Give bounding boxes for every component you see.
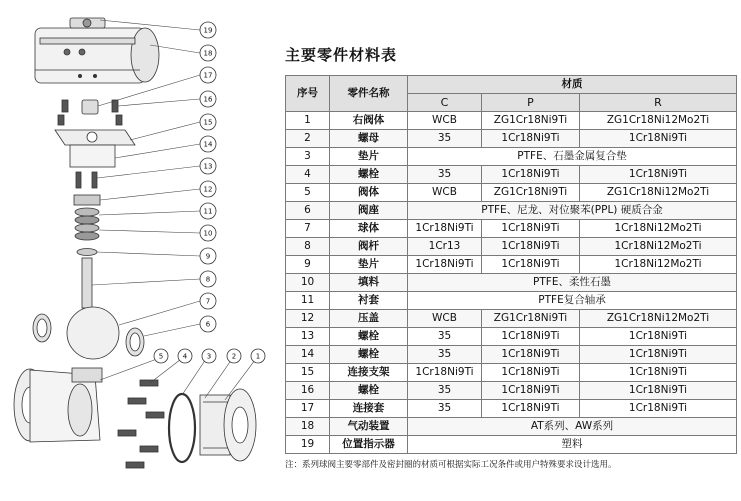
- cell-no: 10: [286, 274, 330, 292]
- table-row: [286, 418, 737, 436]
- cell-no: 15: [286, 364, 330, 382]
- callout-8: [200, 271, 216, 287]
- cell-c: WCB: [408, 112, 482, 130]
- cell-no: 3: [286, 148, 330, 166]
- cell-p: 1Cr18Ni9Ti: [482, 346, 580, 364]
- cell-name: 位置指示器: [330, 436, 408, 454]
- cell-name: 阀杆: [330, 238, 408, 256]
- callout-15: [200, 114, 216, 130]
- callout-7: [200, 293, 216, 309]
- cell-c: 1Cr18Ni9Ti: [408, 220, 482, 238]
- cell-name: 连接套: [330, 400, 408, 418]
- cell-no: 12: [286, 310, 330, 328]
- cell-p: ZG1Cr18Ni9Ti: [482, 310, 580, 328]
- svg-text:12: 12: [203, 185, 213, 194]
- packing-stack: [75, 208, 99, 256]
- gland: [74, 195, 100, 205]
- cell-name: 气动装置: [330, 418, 408, 436]
- cell-r: ZG1Cr18Ni12Mo2Ti: [580, 310, 737, 328]
- svg-text:17: 17: [203, 71, 213, 80]
- callout-16: [200, 91, 216, 107]
- cell-c: 1Cr18Ni9Ti: [408, 256, 482, 274]
- cell-no: 8: [286, 238, 330, 256]
- cell-r: 1Cr18Ni12Mo2Ti: [580, 220, 737, 238]
- gasket: [169, 394, 195, 462]
- callout-4: [178, 349, 192, 363]
- mounting-bracket: [55, 130, 135, 167]
- cell-p: 1Cr18Ni9Ti: [482, 328, 580, 346]
- cell-name: 右阀体: [330, 112, 408, 130]
- svg-text:15: 15: [203, 118, 213, 127]
- svg-text:16: 16: [203, 95, 213, 104]
- exploded-valve-diagram: [0, 0, 280, 501]
- svg-text:14: 14: [203, 140, 213, 149]
- cell-p: ZG1Cr18Ni9Ti: [482, 112, 580, 130]
- cell-r: 1Cr18Ni9Ti: [580, 346, 737, 364]
- cell-c: 1Cr13: [408, 238, 482, 256]
- callout-6: [200, 316, 216, 332]
- cell-p: 1Cr18Ni9Ti: [482, 400, 580, 418]
- cell-merged: PTFE复合轴承: [408, 292, 737, 310]
- cell-r: ZG1Cr18Ni12Mo2Ti: [580, 112, 737, 130]
- table-row: [286, 238, 737, 256]
- cell-p: 1Cr18Ni9Ti: [482, 220, 580, 238]
- cell-name: 螺母: [330, 130, 408, 148]
- callout-9: [200, 248, 216, 264]
- table-row: [286, 220, 737, 238]
- cell-name: 垫片: [330, 148, 408, 166]
- svg-text:8: 8: [205, 275, 211, 284]
- cell-no: 1: [286, 112, 330, 130]
- cell-merged: PTFE、石墨金属复合垫: [408, 148, 737, 166]
- cell-name: 螺栓: [330, 382, 408, 400]
- cell-p: ZG1Cr18Ni9Ti: [482, 184, 580, 202]
- callout-12: [200, 181, 216, 197]
- cell-name: 衬套: [330, 292, 408, 310]
- cell-merged: PTFE、柔性石墨: [408, 274, 737, 292]
- table-row: [286, 130, 737, 148]
- cell-name: 垫片: [330, 256, 408, 274]
- cell-name: 螺栓: [330, 166, 408, 184]
- table-row: [286, 202, 737, 220]
- cell-c: 35: [408, 346, 482, 364]
- svg-text:3: 3: [206, 352, 212, 361]
- cell-name: 填料: [330, 274, 408, 292]
- valve-ball: [67, 307, 119, 359]
- right-valve-body: [200, 389, 256, 461]
- callout-2: [227, 349, 241, 363]
- svg-text:19: 19: [203, 26, 213, 35]
- valve-stem: [82, 258, 92, 308]
- callout-1: [251, 349, 265, 363]
- table-row: [286, 346, 737, 364]
- footnote: 注：系列球阀主要零部件及密封圈的材质可根据实际工况条件或用户特殊要求设计选用。: [285, 460, 617, 470]
- svg-text:1: 1: [255, 352, 261, 361]
- svg-text:9: 9: [205, 252, 211, 261]
- cell-p: 1Cr18Ni9Ti: [482, 130, 580, 148]
- table-row: [286, 382, 737, 400]
- cell-p: 1Cr18Ni9Ti: [482, 364, 580, 382]
- cell-no: 4: [286, 166, 330, 184]
- cell-r: 1Cr18Ni12Mo2Ti: [580, 256, 737, 274]
- cell-no: 14: [286, 346, 330, 364]
- header-material-r: R: [580, 94, 737, 112]
- cell-name: 连接支架: [330, 364, 408, 382]
- table-row: [286, 112, 737, 130]
- header-material-p: P: [482, 94, 580, 112]
- callout-11: [200, 203, 216, 219]
- cell-no: 11: [286, 292, 330, 310]
- cell-r: 1Cr18Ni9Ti: [580, 364, 737, 382]
- cell-r: 1Cr18Ni9Ti: [580, 382, 737, 400]
- table-row: [286, 148, 737, 166]
- table-title: 主要零件材料表: [285, 46, 398, 64]
- bolt-13: [76, 172, 81, 188]
- cell-no: 18: [286, 418, 330, 436]
- callout-10: [200, 225, 216, 241]
- header-material-c: C: [408, 94, 482, 112]
- table-row: [286, 328, 737, 346]
- callout-19: [200, 22, 216, 38]
- table-row: [286, 274, 737, 292]
- pneumatic-actuator: [35, 18, 159, 83]
- cell-c: 35: [408, 382, 482, 400]
- table-body: [286, 112, 737, 454]
- header-material: 材质: [408, 76, 737, 94]
- cell-c: WCB: [408, 310, 482, 328]
- table-row: [286, 256, 737, 274]
- valve-body: [14, 368, 102, 442]
- bolts-and-nuts: [118, 380, 164, 468]
- cell-name: 阀座: [330, 202, 408, 220]
- cell-p: 1Cr18Ni9Ti: [482, 238, 580, 256]
- table-row: [286, 292, 737, 310]
- cell-no: 19: [286, 436, 330, 454]
- cell-c: 35: [408, 400, 482, 418]
- cell-no: 2: [286, 130, 330, 148]
- cell-name: 球体: [330, 220, 408, 238]
- callout-5: [154, 349, 168, 363]
- callout-17: [200, 67, 216, 83]
- table-row: [286, 166, 737, 184]
- svg-text:6: 6: [205, 320, 211, 329]
- cell-no: 17: [286, 400, 330, 418]
- cell-c: 35: [408, 166, 482, 184]
- bolt-13b: [92, 172, 97, 188]
- cell-c: WCB: [408, 184, 482, 202]
- connecting-sleeve: [82, 100, 98, 114]
- svg-text:11: 11: [203, 207, 213, 216]
- table-row: [286, 310, 737, 328]
- cell-r: 1Cr18Ni9Ti: [580, 130, 737, 148]
- cell-name: 螺栓: [330, 346, 408, 364]
- table-row: [286, 364, 737, 382]
- svg-text:2: 2: [231, 352, 237, 361]
- svg-text:13: 13: [203, 162, 213, 171]
- cell-merged: 塑料: [408, 436, 737, 454]
- cell-p: 1Cr18Ni9Ti: [482, 382, 580, 400]
- parts-material-table: [285, 75, 737, 454]
- table-row: [286, 400, 737, 418]
- cell-name: 螺栓: [330, 328, 408, 346]
- cell-merged: AT系列、AW系列: [408, 418, 737, 436]
- cell-no: 5: [286, 184, 330, 202]
- callout-13: [200, 158, 216, 174]
- cell-c: 35: [408, 328, 482, 346]
- svg-text:5: 5: [158, 352, 164, 361]
- header-part-name: 零件名称: [330, 76, 408, 112]
- cell-name: 阀体: [330, 184, 408, 202]
- table-row: [286, 436, 737, 454]
- cell-name: 压盖: [330, 310, 408, 328]
- cell-no: 7: [286, 220, 330, 238]
- callout-14: [200, 136, 216, 152]
- cell-no: 6: [286, 202, 330, 220]
- cell-r: 1Cr18Ni12Mo2Ti: [580, 238, 737, 256]
- cell-c: 1Cr18Ni9Ti: [408, 364, 482, 382]
- cell-no: 16: [286, 382, 330, 400]
- cell-p: 1Cr18Ni9Ti: [482, 256, 580, 274]
- cell-r: ZG1Cr18Ni12Mo2Ti: [580, 184, 737, 202]
- svg-text:7: 7: [205, 297, 211, 306]
- cell-no: 13: [286, 328, 330, 346]
- cell-no: 9: [286, 256, 330, 274]
- table-row: [286, 184, 737, 202]
- cell-p: 1Cr18Ni9Ti: [482, 166, 580, 184]
- cell-merged: PTFE、尼龙、对位聚苯(PPL) 硬质合金: [408, 202, 737, 220]
- exploded-valve-svg: [0, 0, 280, 501]
- cell-c: 35: [408, 130, 482, 148]
- svg-text:18: 18: [203, 49, 213, 58]
- svg-text:10: 10: [203, 229, 213, 238]
- cell-r: 1Cr18Ni9Ti: [580, 328, 737, 346]
- callout-18: [200, 45, 216, 61]
- cell-r: 1Cr18Ni9Ti: [580, 166, 737, 184]
- svg-text:4: 4: [182, 352, 188, 361]
- header-seq: 序号: [286, 76, 330, 112]
- callout-3: [202, 349, 216, 363]
- cell-r: 1Cr18Ni9Ti: [580, 400, 737, 418]
